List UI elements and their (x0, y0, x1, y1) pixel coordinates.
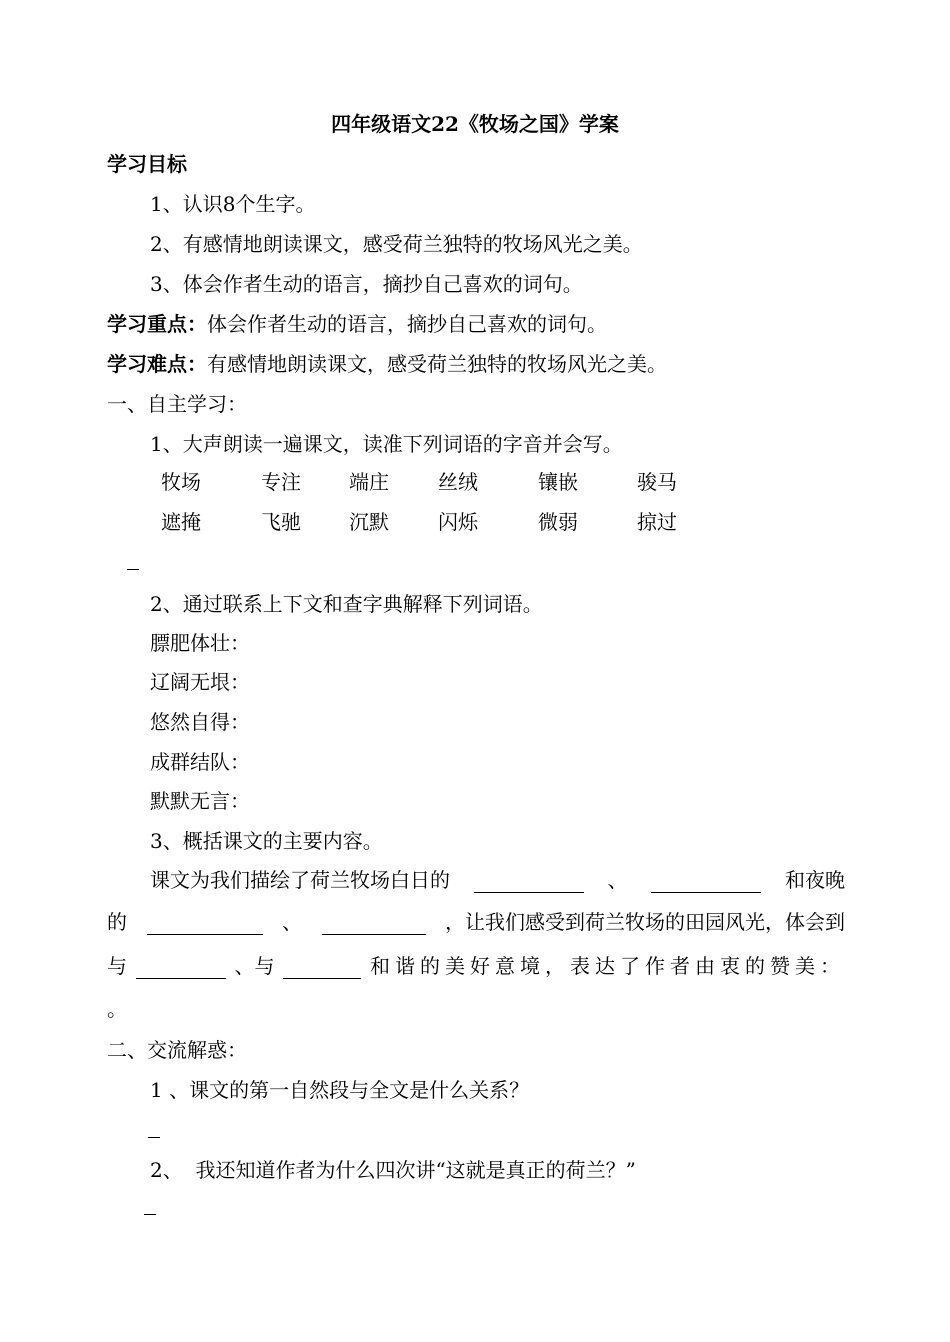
objective-item: 1、认识8个生字。 (150, 192, 316, 216)
objective-item: 3、体会作者生动的语言，摘抄自己喜欢的词句。 (150, 272, 583, 296)
section1-q3: 3、概括课文的主要内容。 (150, 829, 383, 853)
section2-q2: 2、 我还知道作者为什么四次讲“这就是真正的荷兰？” (150, 1158, 636, 1182)
vocab-word: 专注 (261, 470, 301, 494)
section2-q1: 1 、课文的第一自然段与全文是什么关系？ (150, 1078, 530, 1102)
vocab-word: 丝绒 (438, 470, 478, 494)
summary-line-3 (107, 953, 845, 979)
summary-line-1 (150, 867, 845, 893)
difficulty-text: 有感情地朗读课文，感受荷兰独特的牧场风光之美。 (207, 352, 667, 376)
section1-q2: 2、通过联系上下文和查字典解释下列词语。 (150, 592, 543, 616)
term-item: 成群结队： (150, 750, 250, 774)
vocab-word: 沉默 (349, 510, 389, 534)
term-item: 悠然自得： (150, 710, 250, 734)
objective-item: 2、有感情地朗读课文，感受荷兰独特的牧场风光之美。 (150, 232, 643, 256)
summary-text: 、 (282, 910, 302, 934)
fill-blank[interactable] (322, 914, 426, 935)
summary-text: 和谐的美好意境，表达了作者由衷的赞美： (370, 954, 845, 978)
key-point (107, 311, 607, 337)
vocab-word: 骏马 (637, 470, 677, 494)
term-item: 辽阔无垠： (150, 670, 250, 694)
fill-blank[interactable] (283, 958, 361, 979)
fill-blank[interactable] (147, 914, 263, 935)
section1-heading: 一、自主学习： (107, 392, 247, 416)
vocab-word: 飞驰 (261, 510, 301, 534)
summary-text: ，让我们感受到荷兰牧场的田园风光，体会到 (445, 910, 845, 934)
vocab-word: 遮掩 (161, 510, 201, 534)
vocab-word: 镶嵌 (538, 470, 578, 494)
difficulty (107, 351, 667, 377)
summary-text: 课文为我们描绘了荷兰牧场白日的 (150, 868, 450, 892)
answer-line (148, 1137, 160, 1138)
page-title: 四年级语文22《牧场之国》学案 (331, 112, 619, 136)
vocab-word: 牧场 (161, 470, 201, 494)
summary-text: 与 (107, 954, 127, 978)
difficulty-label: 学习难点： (107, 352, 207, 376)
summary-text: 、与 (234, 954, 275, 978)
vocab-word: 微弱 (538, 510, 578, 534)
summary-line-2 (107, 909, 845, 935)
summary-text: 的 (107, 910, 127, 934)
answer-line (144, 1214, 156, 1215)
summary-text: 、 (607, 868, 628, 892)
fill-blank[interactable] (474, 872, 584, 893)
key-point-label: 学习重点： (107, 312, 207, 336)
fill-blank[interactable] (136, 958, 226, 979)
summary-end: 。 (107, 997, 127, 1021)
vocab-word: 掠过 (637, 510, 677, 534)
answer-line (127, 569, 139, 570)
summary-text: 和夜晚 (785, 868, 845, 892)
vocab-word: 闪烁 (438, 510, 478, 534)
fill-blank[interactable] (651, 872, 761, 893)
term-item: 默默无言： (150, 789, 250, 813)
section2-heading: 二、交流解惑： (107, 1038, 247, 1062)
term-item: 膘肥体壮： (150, 631, 250, 655)
objectives-heading: 学习目标 (107, 152, 187, 176)
vocab-word: 端庄 (349, 470, 389, 494)
key-point-text: 体会作者生动的语言，摘抄自己喜欢的词句。 (207, 312, 607, 336)
section1-q1: 1、大声朗读一遍课文，读准下列词语的字音并会写。 (150, 432, 623, 456)
